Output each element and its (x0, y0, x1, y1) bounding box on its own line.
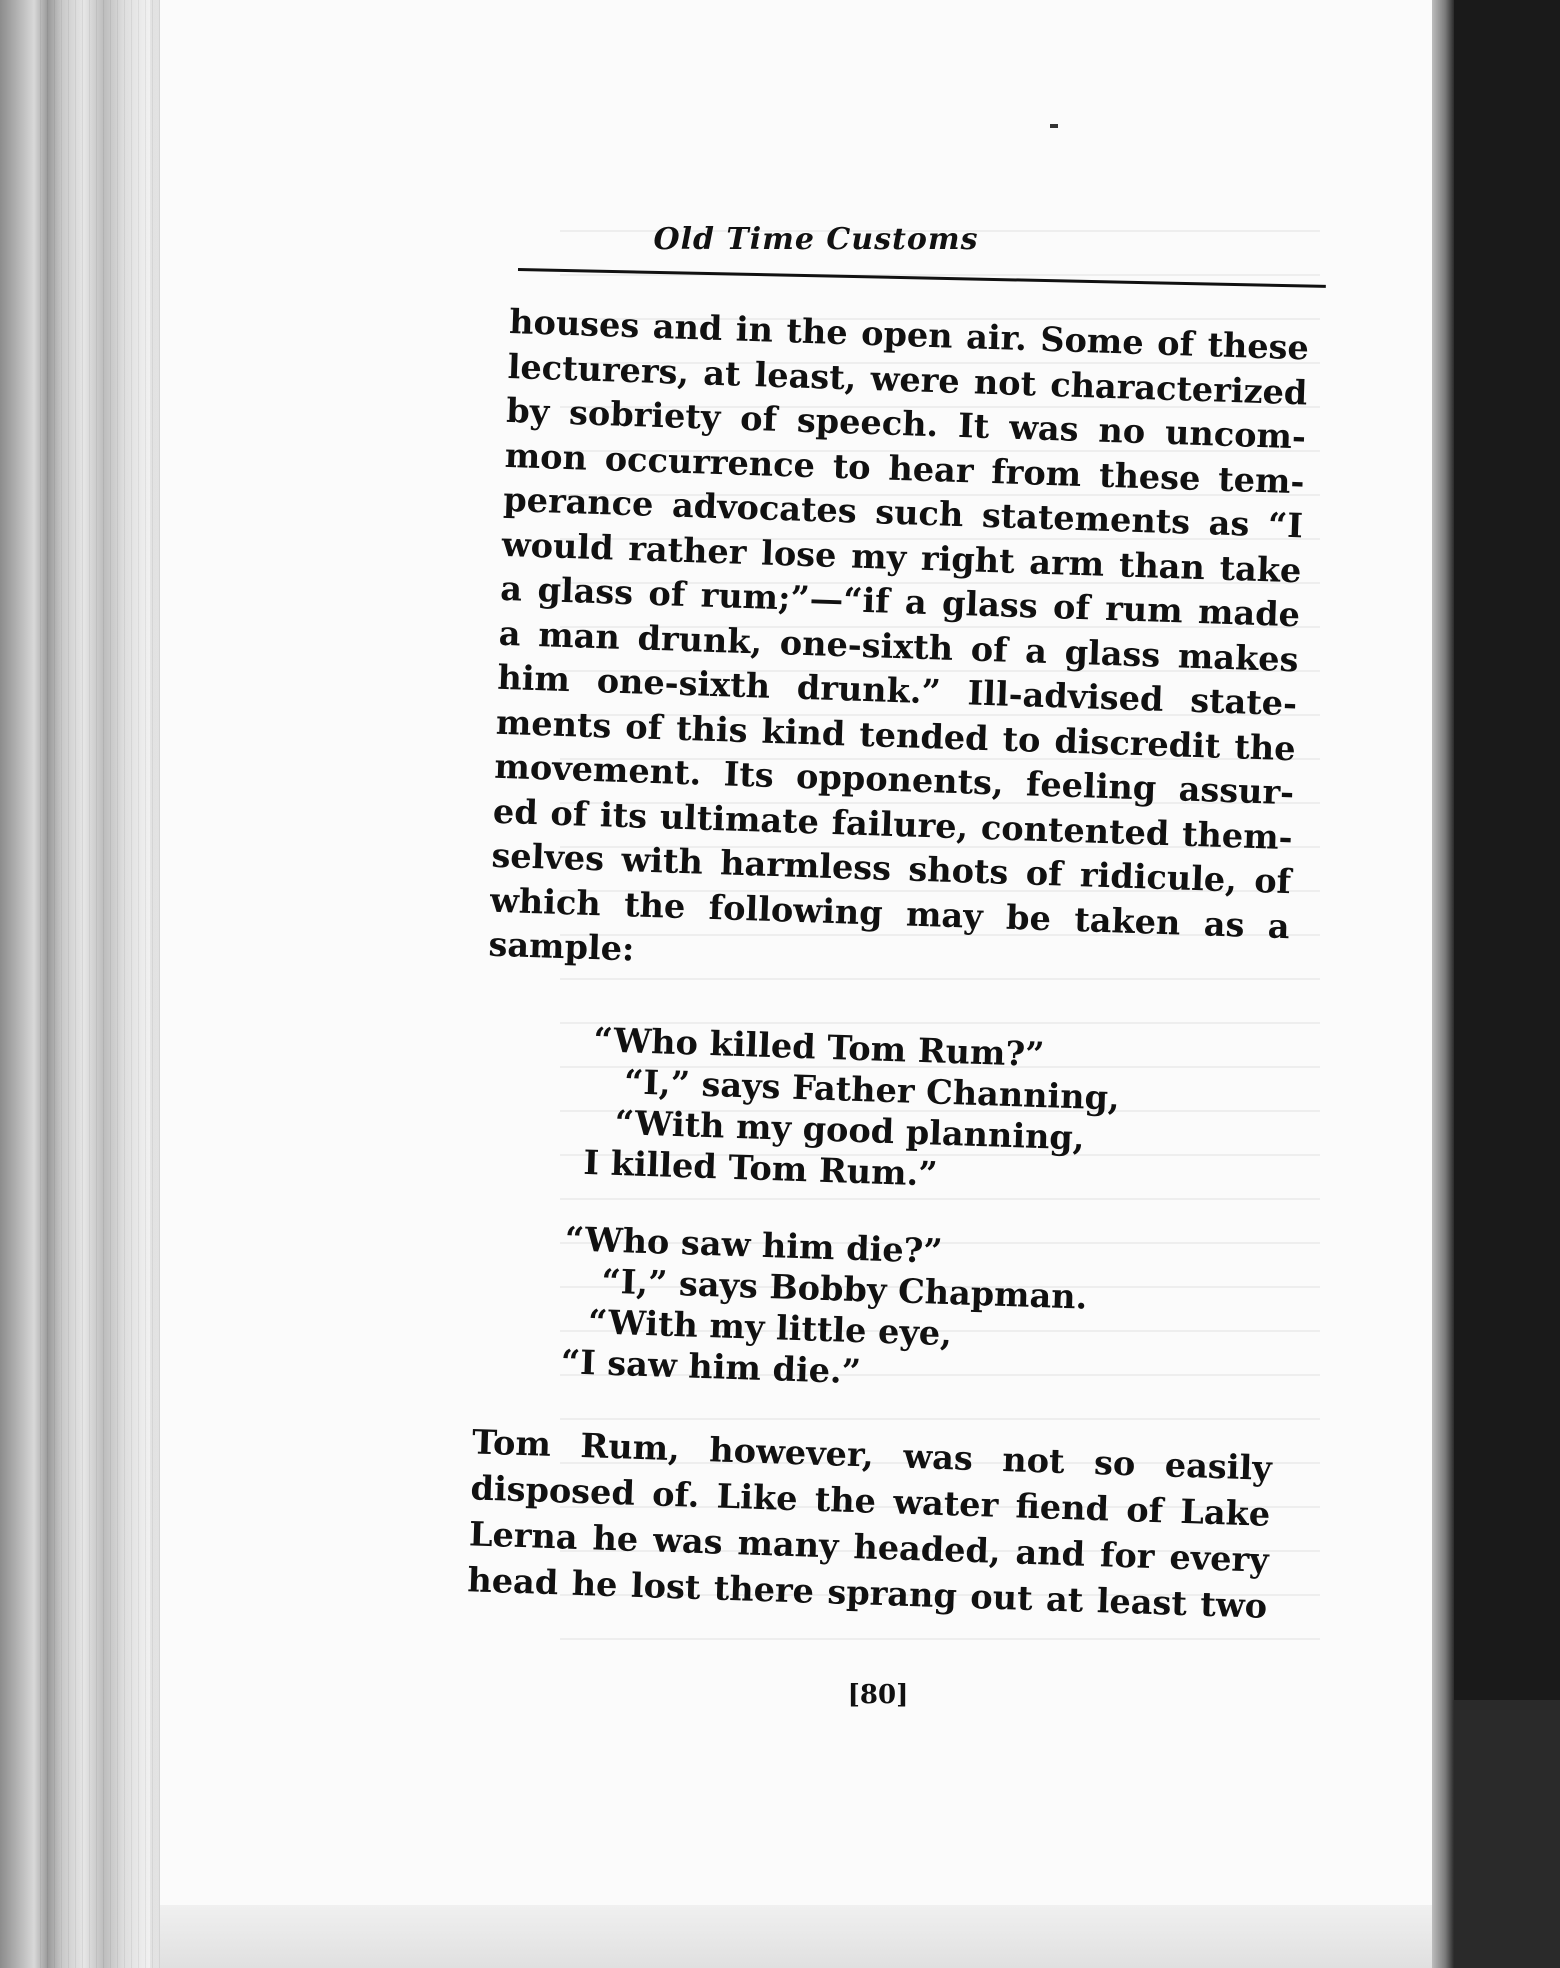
gutter-fold (1432, 0, 1454, 1968)
ink-speck (1050, 124, 1058, 128)
word: of. (651, 1473, 701, 1515)
word: fiend (1014, 1485, 1110, 1529)
word: from (990, 451, 1082, 494)
word: a (1267, 905, 1291, 946)
word: he (591, 1517, 639, 1559)
word: him (496, 657, 571, 700)
word: a (499, 568, 523, 609)
word: assur- (1178, 769, 1295, 813)
word: houses (508, 301, 640, 346)
word: these (1098, 455, 1202, 498)
word: for (1099, 1534, 1156, 1576)
word: take (1219, 548, 1303, 590)
facing-page-edge (1432, 0, 1560, 1968)
word: Its (723, 754, 775, 795)
word: and (652, 306, 723, 349)
page-bottom-edge (160, 1905, 1432, 1968)
word: to (1001, 719, 1042, 760)
word: such (874, 492, 964, 535)
word: as (1203, 903, 1246, 945)
word: which (489, 880, 602, 923)
word: ridicule, (1079, 855, 1238, 900)
word: of (1052, 587, 1091, 628)
word: mon (504, 435, 588, 478)
word: shots (907, 849, 1010, 892)
word: of (1156, 323, 1195, 364)
bottom-sheet (1454, 1700, 1560, 1968)
word: ultimate (659, 796, 820, 842)
word: ed (492, 791, 539, 832)
word: water (892, 1481, 999, 1525)
word: lose (760, 532, 838, 575)
word: a (1024, 630, 1048, 671)
word: of (624, 706, 663, 747)
word: taken (1073, 899, 1182, 943)
word: and (1014, 1531, 1086, 1574)
word: were (870, 358, 961, 401)
word: “I (1267, 505, 1304, 546)
word: Lerna (468, 1513, 579, 1557)
word: arm (1028, 541, 1105, 584)
word: failure, (831, 802, 969, 846)
word: glass (941, 583, 1039, 626)
verse-line: “Who saw him die?” (564, 1218, 944, 1271)
word: state- (1189, 680, 1298, 724)
word: headed, (852, 1526, 1002, 1571)
word: these (1206, 325, 1310, 368)
word: Tom (471, 1421, 552, 1464)
word: one-sixth (596, 661, 771, 706)
body-text (467, 300, 1310, 1629)
word: was (652, 1519, 724, 1562)
word: no (1097, 410, 1146, 452)
word: them- (1181, 814, 1294, 857)
word: as (1208, 503, 1250, 544)
word: disposed (469, 1467, 636, 1513)
word: characterized (1049, 364, 1308, 412)
verse-line: I killed Tom Rum.” (582, 1142, 939, 1194)
word: movement. (493, 746, 702, 793)
word: in (735, 309, 774, 350)
word: lecturers, (507, 346, 690, 392)
word: easily (1164, 1444, 1273, 1488)
verse-1 (481, 1015, 1286, 1205)
word: selves (490, 835, 605, 879)
word: following (708, 887, 884, 933)
paragraph-1 (488, 300, 1310, 994)
word: two (1199, 1584, 1268, 1626)
word: not (973, 361, 1037, 403)
verse-line: “I saw him die.” (560, 1341, 862, 1391)
word: every (1168, 1537, 1270, 1580)
word: not (1001, 1439, 1066, 1481)
word: of (549, 793, 588, 834)
word: rum;”—“if (700, 575, 891, 621)
word: uncom- (1164, 412, 1307, 457)
word: ments (495, 702, 613, 746)
word: Lake (1179, 1491, 1271, 1534)
word: a (498, 613, 522, 654)
word: Some (1039, 319, 1145, 363)
verse-line: “Who killed Tom Rum?” (592, 1019, 1045, 1074)
word: of (970, 628, 1009, 670)
word: discredit (1053, 720, 1222, 766)
word: my (850, 535, 907, 577)
verse-line: “With my good planning, (614, 1102, 1086, 1157)
word: kind (760, 711, 846, 753)
word: the (814, 1479, 877, 1521)
paragraph-2 (467, 1419, 1273, 1629)
word: lost (630, 1565, 702, 1607)
word: head (466, 1559, 559, 1602)
word: glass (536, 570, 634, 613)
word: Like (716, 1476, 799, 1518)
word: the (785, 311, 849, 353)
word: of (1253, 861, 1292, 902)
word: a (904, 582, 928, 622)
word: by (505, 390, 550, 432)
word: sprang (826, 1571, 958, 1616)
word: was (1008, 407, 1080, 449)
word: tem- (1217, 459, 1306, 501)
word: makes (1177, 635, 1300, 679)
word: glass (1064, 632, 1161, 675)
word: so (1093, 1442, 1136, 1483)
verse-line: “I,” says Bobby Chapman. (600, 1261, 1088, 1317)
word: made (1197, 591, 1301, 635)
word: perance (502, 479, 655, 524)
word: to (832, 446, 872, 487)
word: of (1125, 1489, 1164, 1530)
word: feeling (1025, 764, 1157, 808)
word: open (860, 313, 954, 356)
word: least, (754, 354, 858, 398)
word: hear (887, 448, 975, 490)
word: tended (858, 714, 990, 758)
word: occurrence (604, 438, 816, 485)
word: he (571, 1563, 619, 1604)
word: one-sixth (779, 622, 954, 668)
word: this (675, 708, 749, 750)
word: man (537, 614, 621, 657)
running-head: Old Time Customs (653, 222, 979, 257)
word: be (1005, 897, 1052, 938)
word: sample: (487, 924, 636, 969)
word: least (1096, 1580, 1188, 1623)
word: statements (981, 495, 1191, 542)
word: at (1045, 1579, 1084, 1620)
word: sobriety (568, 393, 721, 438)
word: rather (627, 528, 748, 572)
page-number: [80] (847, 1680, 909, 1710)
word: contented (980, 807, 1171, 853)
word: there (713, 1567, 815, 1611)
verse-line: “With my little eye, (587, 1301, 953, 1353)
word: with (620, 840, 704, 882)
word: of (739, 398, 778, 439)
word: drunk, (636, 617, 763, 662)
word: its (599, 794, 648, 836)
word: speech. (796, 400, 939, 445)
word: of (1025, 853, 1064, 894)
word: air. (965, 317, 1028, 359)
word: opponents, (795, 756, 1005, 803)
word: Ill-advised (966, 673, 1165, 719)
word: may (905, 893, 984, 936)
word: out (969, 1576, 1034, 1618)
word: however, (708, 1429, 875, 1475)
verse-2 (474, 1215, 1279, 1405)
word: many (736, 1522, 840, 1566)
word: right (920, 538, 1016, 581)
word: at (702, 352, 742, 394)
word: of (647, 573, 686, 614)
verse-line: “I,” says Father Channing, (623, 1061, 1121, 1118)
word: rum (1104, 588, 1184, 631)
word: Rum, (579, 1425, 681, 1468)
word: the (623, 884, 686, 926)
word: would (501, 524, 615, 568)
word: It (957, 405, 990, 446)
word: advocates (671, 485, 858, 531)
word: drunk.” (796, 667, 942, 712)
word: the (1233, 726, 1297, 768)
word: was (902, 1436, 974, 1478)
word: than (1118, 544, 1206, 587)
word: harmless (719, 843, 892, 888)
